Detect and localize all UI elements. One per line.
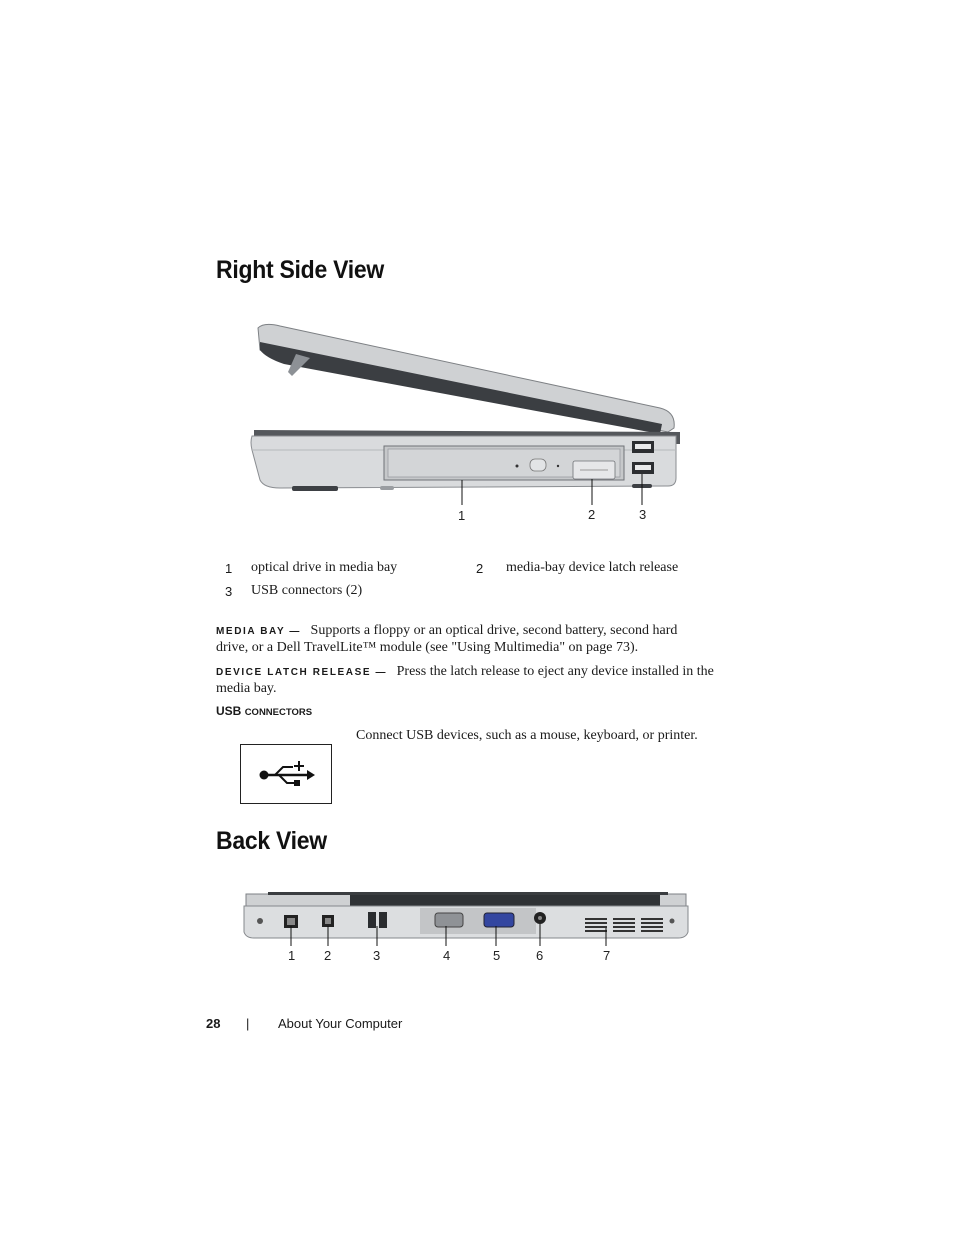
page-number: 28 bbox=[206, 1016, 221, 1031]
usb-heading-usb: USB bbox=[216, 704, 242, 718]
usb-description: Connect USB devices, such as a mouse, keyboard, or printer. bbox=[356, 728, 698, 743]
legend-text-1: optical drive in media bay bbox=[251, 560, 398, 575]
device-latch-term: DEVICE LATCH RELEASE — bbox=[216, 667, 388, 678]
device-latch-paragraph bbox=[216, 663, 736, 681]
usb-heading-connectors: CONNECTORS bbox=[244, 707, 313, 718]
back-callout-1: 1 bbox=[288, 948, 296, 963]
media-bay-line2: drive, or a Dell TravelLite™ module (see "Using Multimedia" on page 73). bbox=[216, 640, 639, 655]
legend-num-1: 1 bbox=[225, 561, 233, 576]
back-callout-6: 6 bbox=[536, 948, 544, 963]
callout-1: 1 bbox=[458, 508, 466, 523]
legend-num-2: 2 bbox=[476, 561, 484, 576]
back-callout-2: 2 bbox=[324, 948, 332, 963]
media-bay-paragraph bbox=[216, 622, 736, 640]
back-callout-4: 4 bbox=[443, 948, 451, 963]
back-callout-3: 3 bbox=[373, 948, 381, 963]
footer-section-title: About Your Computer bbox=[278, 1016, 403, 1031]
legend-text-3: USB connectors (2) bbox=[251, 583, 363, 598]
right-side-view-heading: Right Side View bbox=[216, 256, 384, 284]
legend-num-3: 3 bbox=[225, 584, 233, 599]
footer-separator: | bbox=[246, 1016, 250, 1031]
right-side-laptop-illustration bbox=[240, 320, 690, 530]
device-latch-line2: media bay. bbox=[216, 681, 277, 696]
media-bay-term: MEDIA BAY — bbox=[216, 626, 302, 637]
usb-icon-box bbox=[240, 744, 332, 804]
back-callout-5: 5 bbox=[493, 948, 501, 963]
back-view-laptop-illustration bbox=[240, 888, 692, 948]
device-latch-line1: Press the latch release to eject any device installed in the bbox=[396, 664, 714, 679]
back-callout-7: 7 bbox=[603, 948, 611, 963]
usb-icon bbox=[241, 745, 331, 803]
callout-2: 2 bbox=[588, 507, 596, 522]
legend-text-2: media-bay device latch release bbox=[506, 560, 679, 575]
callout-3: 3 bbox=[639, 507, 647, 522]
back-view-heading: Back View bbox=[216, 827, 327, 855]
media-bay-line1: Supports a floppy or an optical drive, second battery, second hard bbox=[310, 623, 678, 638]
usb-connectors-heading bbox=[216, 704, 312, 718]
